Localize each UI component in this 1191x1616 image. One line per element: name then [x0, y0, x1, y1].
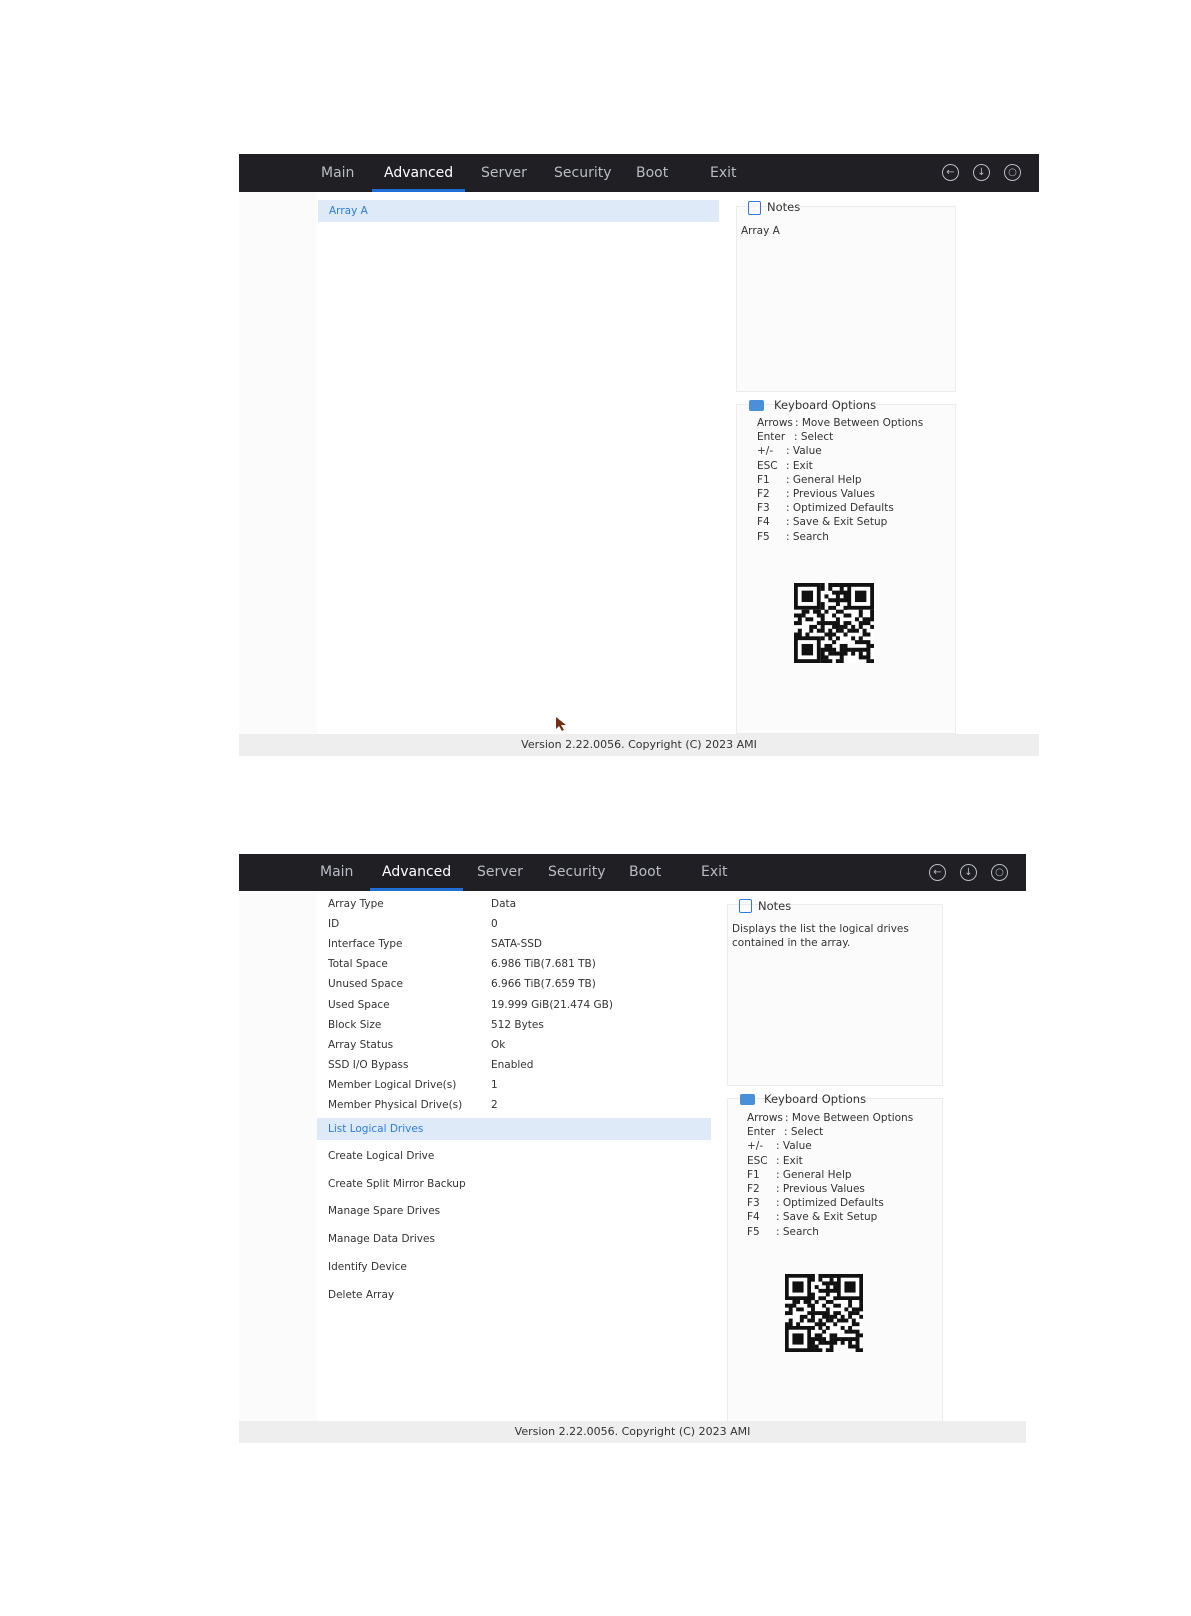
field-label: Block Size [328, 1018, 382, 1031]
field-label: Total Space [328, 958, 388, 971]
left-margin [239, 192, 317, 734]
keyboard-options-title: Keyboard Options [764, 1092, 867, 1106]
save-icon[interactable]: ↓ [973, 164, 990, 181]
field-value: Enabled [491, 1058, 534, 1071]
footer-version: Version 2.22.0056. Copyright (C) 2023 AMI [239, 734, 1039, 756]
notes-title: Notes [767, 200, 801, 214]
menu-bar [239, 854, 1026, 891]
keyboard-option-desc: : Search [776, 1225, 819, 1238]
menu-bar [239, 154, 1039, 192]
field-label: SSD I/O Bypass [328, 1058, 409, 1071]
search-icon[interactable]: ○ [991, 864, 1008, 881]
tab-main[interactable]: Main [320, 864, 354, 880]
qr-code [785, 1274, 863, 1352]
keyboard-icon [740, 1094, 755, 1105]
keyboard-option-key: +/- [747, 1140, 764, 1153]
keyboard-option-key: F3 [757, 502, 770, 515]
field-label: Member Logical Drive(s) [328, 1078, 457, 1091]
footer-version: Version 2.22.0056. Copyright (C) 2023 AMI [239, 1421, 1026, 1443]
keyboard-option-row [747, 1154, 803, 1167]
field-label: Interface Type [328, 938, 403, 951]
keyboard-option-desc: : Save & Exit Setup [786, 516, 888, 529]
keyboard-option-row [747, 1140, 812, 1153]
field-value: 512 Bytes [491, 1018, 544, 1031]
keyboard-option-desc: : Select [784, 1126, 824, 1139]
field-value: 2 [491, 1099, 498, 1111]
keyboard-option-row [747, 1211, 878, 1224]
field-label: Unused Space [328, 978, 403, 991]
keyboard-option-key: Arrows [747, 1112, 783, 1124]
keyboard-option-desc: : Exit [776, 1154, 803, 1167]
keyboard-option-desc: : General Help [776, 1168, 852, 1181]
keyboard-option-row [757, 445, 822, 458]
notes-text: Array A [741, 225, 780, 237]
keyboard-option-key: Enter [757, 431, 786, 444]
keyboard-option-row [757, 516, 888, 529]
keyboard-icon [749, 400, 764, 411]
tab-advanced[interactable]: Advanced [384, 154, 453, 192]
keyboard-option-desc: : Search [786, 530, 829, 543]
list-item-array-a[interactable]: Array A [318, 200, 719, 222]
keyboard-option-key: F5 [747, 1225, 760, 1238]
keyboard-option-key: Enter [747, 1126, 776, 1139]
field-label: Array Type [328, 898, 384, 910]
tab-security[interactable]: Security [548, 864, 606, 880]
field-value: 6.966 TiB(7.659 TB) [491, 978, 596, 991]
keyboard-option-desc: : Move Between Options [785, 1112, 914, 1124]
keyboard-option-desc: : Optimized Defaults [776, 1197, 884, 1210]
keyboard-option-desc: : Value [776, 1140, 812, 1153]
field-label: Array Status [328, 1038, 394, 1051]
notes-title: Notes [758, 899, 792, 913]
mouse-cursor-icon [555, 716, 569, 732]
keyboard-option-row [747, 1225, 819, 1238]
keyboard-option-key: +/- [757, 445, 774, 458]
tab-exit[interactable]: Exit [710, 165, 737, 181]
keyboard-option-row [757, 431, 834, 444]
field-value: SATA-SSD [491, 938, 542, 951]
notes-icon [748, 201, 761, 215]
keyboard-option-key: F2 [747, 1183, 760, 1195]
field-value: 19.999 GiB(21.474 GB) [491, 998, 613, 1011]
field-value: Data [491, 898, 517, 910]
action-item[interactable]: Identify Device [328, 1260, 407, 1273]
keyboard-option-row [747, 1126, 824, 1139]
keyboard-option-key: F3 [747, 1197, 760, 1210]
keyboard-option-desc: : Select [794, 431, 834, 444]
qr-code [794, 583, 874, 663]
tab-security[interactable]: Security [554, 165, 612, 181]
keyboard-option-desc: : Previous Values [776, 1183, 865, 1195]
tab-server[interactable]: Server [481, 165, 527, 181]
keyboard-option-desc: : Save & Exit Setup [776, 1211, 878, 1224]
keyboard-option-row [757, 530, 829, 543]
keyboard-option-key: ESC [747, 1154, 768, 1167]
bios-screen-2 [239, 854, 1026, 1443]
keyboard-option-row [757, 459, 813, 472]
bios-screen-1 [239, 154, 1039, 756]
keyboard-option-desc: : General Help [786, 473, 862, 486]
keyboard-option-desc: : Exit [786, 459, 813, 472]
keyboard-option-desc: : Previous Values [786, 488, 875, 500]
save-icon[interactable]: ↓ [960, 864, 977, 881]
tab-exit[interactable]: Exit [701, 864, 728, 880]
action-item[interactable]: Create Logical Drive [328, 1150, 435, 1162]
tab-server[interactable]: Server [477, 864, 523, 880]
tab-boot[interactable]: Boot [629, 864, 662, 880]
search-icon[interactable]: ○ [1004, 164, 1021, 181]
tab-boot[interactable]: Boot [636, 165, 669, 181]
keyboard-option-key: F4 [747, 1211, 760, 1224]
keyboard-option-key: F5 [757, 530, 770, 543]
keyboard-option-row [747, 1183, 865, 1195]
keyboard-option-row [757, 488, 875, 500]
tab-advanced[interactable]: Advanced [382, 854, 451, 891]
action-item[interactable]: Manage Data Drives [328, 1233, 435, 1246]
field-label: Member Physical Drive(s) [328, 1099, 463, 1111]
keyboard-option-row [747, 1112, 914, 1124]
left-margin [239, 891, 317, 1421]
action-item[interactable]: Create Split Mirror Backup [328, 1177, 466, 1190]
field-value: 1 [491, 1078, 498, 1091]
field-value: 0 [491, 918, 498, 931]
keyboard-option-key: F2 [757, 488, 770, 500]
tab-main[interactable]: Main [321, 165, 355, 181]
keyboard-option-desc: : Optimized Defaults [786, 502, 894, 515]
field-value: Ok [491, 1038, 506, 1051]
keyboard-option-row [757, 502, 894, 515]
keyboard-option-row [757, 417, 924, 429]
keyboard-option-key: Arrows [757, 417, 793, 429]
keyboard-option-desc: : Move Between Options [795, 417, 924, 429]
keyboard-option-key: F1 [757, 473, 770, 486]
keyboard-options-title: Keyboard Options [774, 398, 877, 412]
notes-icon [739, 899, 752, 913]
keyboard-option-key: F1 [747, 1168, 760, 1181]
list-logical-drives-item[interactable]: List Logical Drives [317, 1118, 711, 1140]
back-icon[interactable]: ← [942, 164, 959, 181]
keyboard-option-row [747, 1197, 884, 1210]
notes-text: Displays the list the logical drives contained in the array. [732, 923, 909, 949]
back-icon[interactable]: ← [929, 864, 946, 881]
keyboard-option-desc: : Value [786, 445, 822, 458]
keyboard-option-row [747, 1168, 852, 1181]
action-item[interactable]: Delete Array [328, 1288, 395, 1301]
field-value: 6.986 TiB(7.681 TB) [491, 958, 596, 971]
keyboard-option-row [757, 473, 862, 486]
keyboard-option-key: ESC [757, 459, 778, 472]
field-label: Used Space [328, 998, 390, 1011]
keyboard-option-key: F4 [757, 516, 770, 529]
action-item[interactable]: Manage Spare Drives [328, 1205, 441, 1218]
field-label: ID [328, 918, 340, 931]
